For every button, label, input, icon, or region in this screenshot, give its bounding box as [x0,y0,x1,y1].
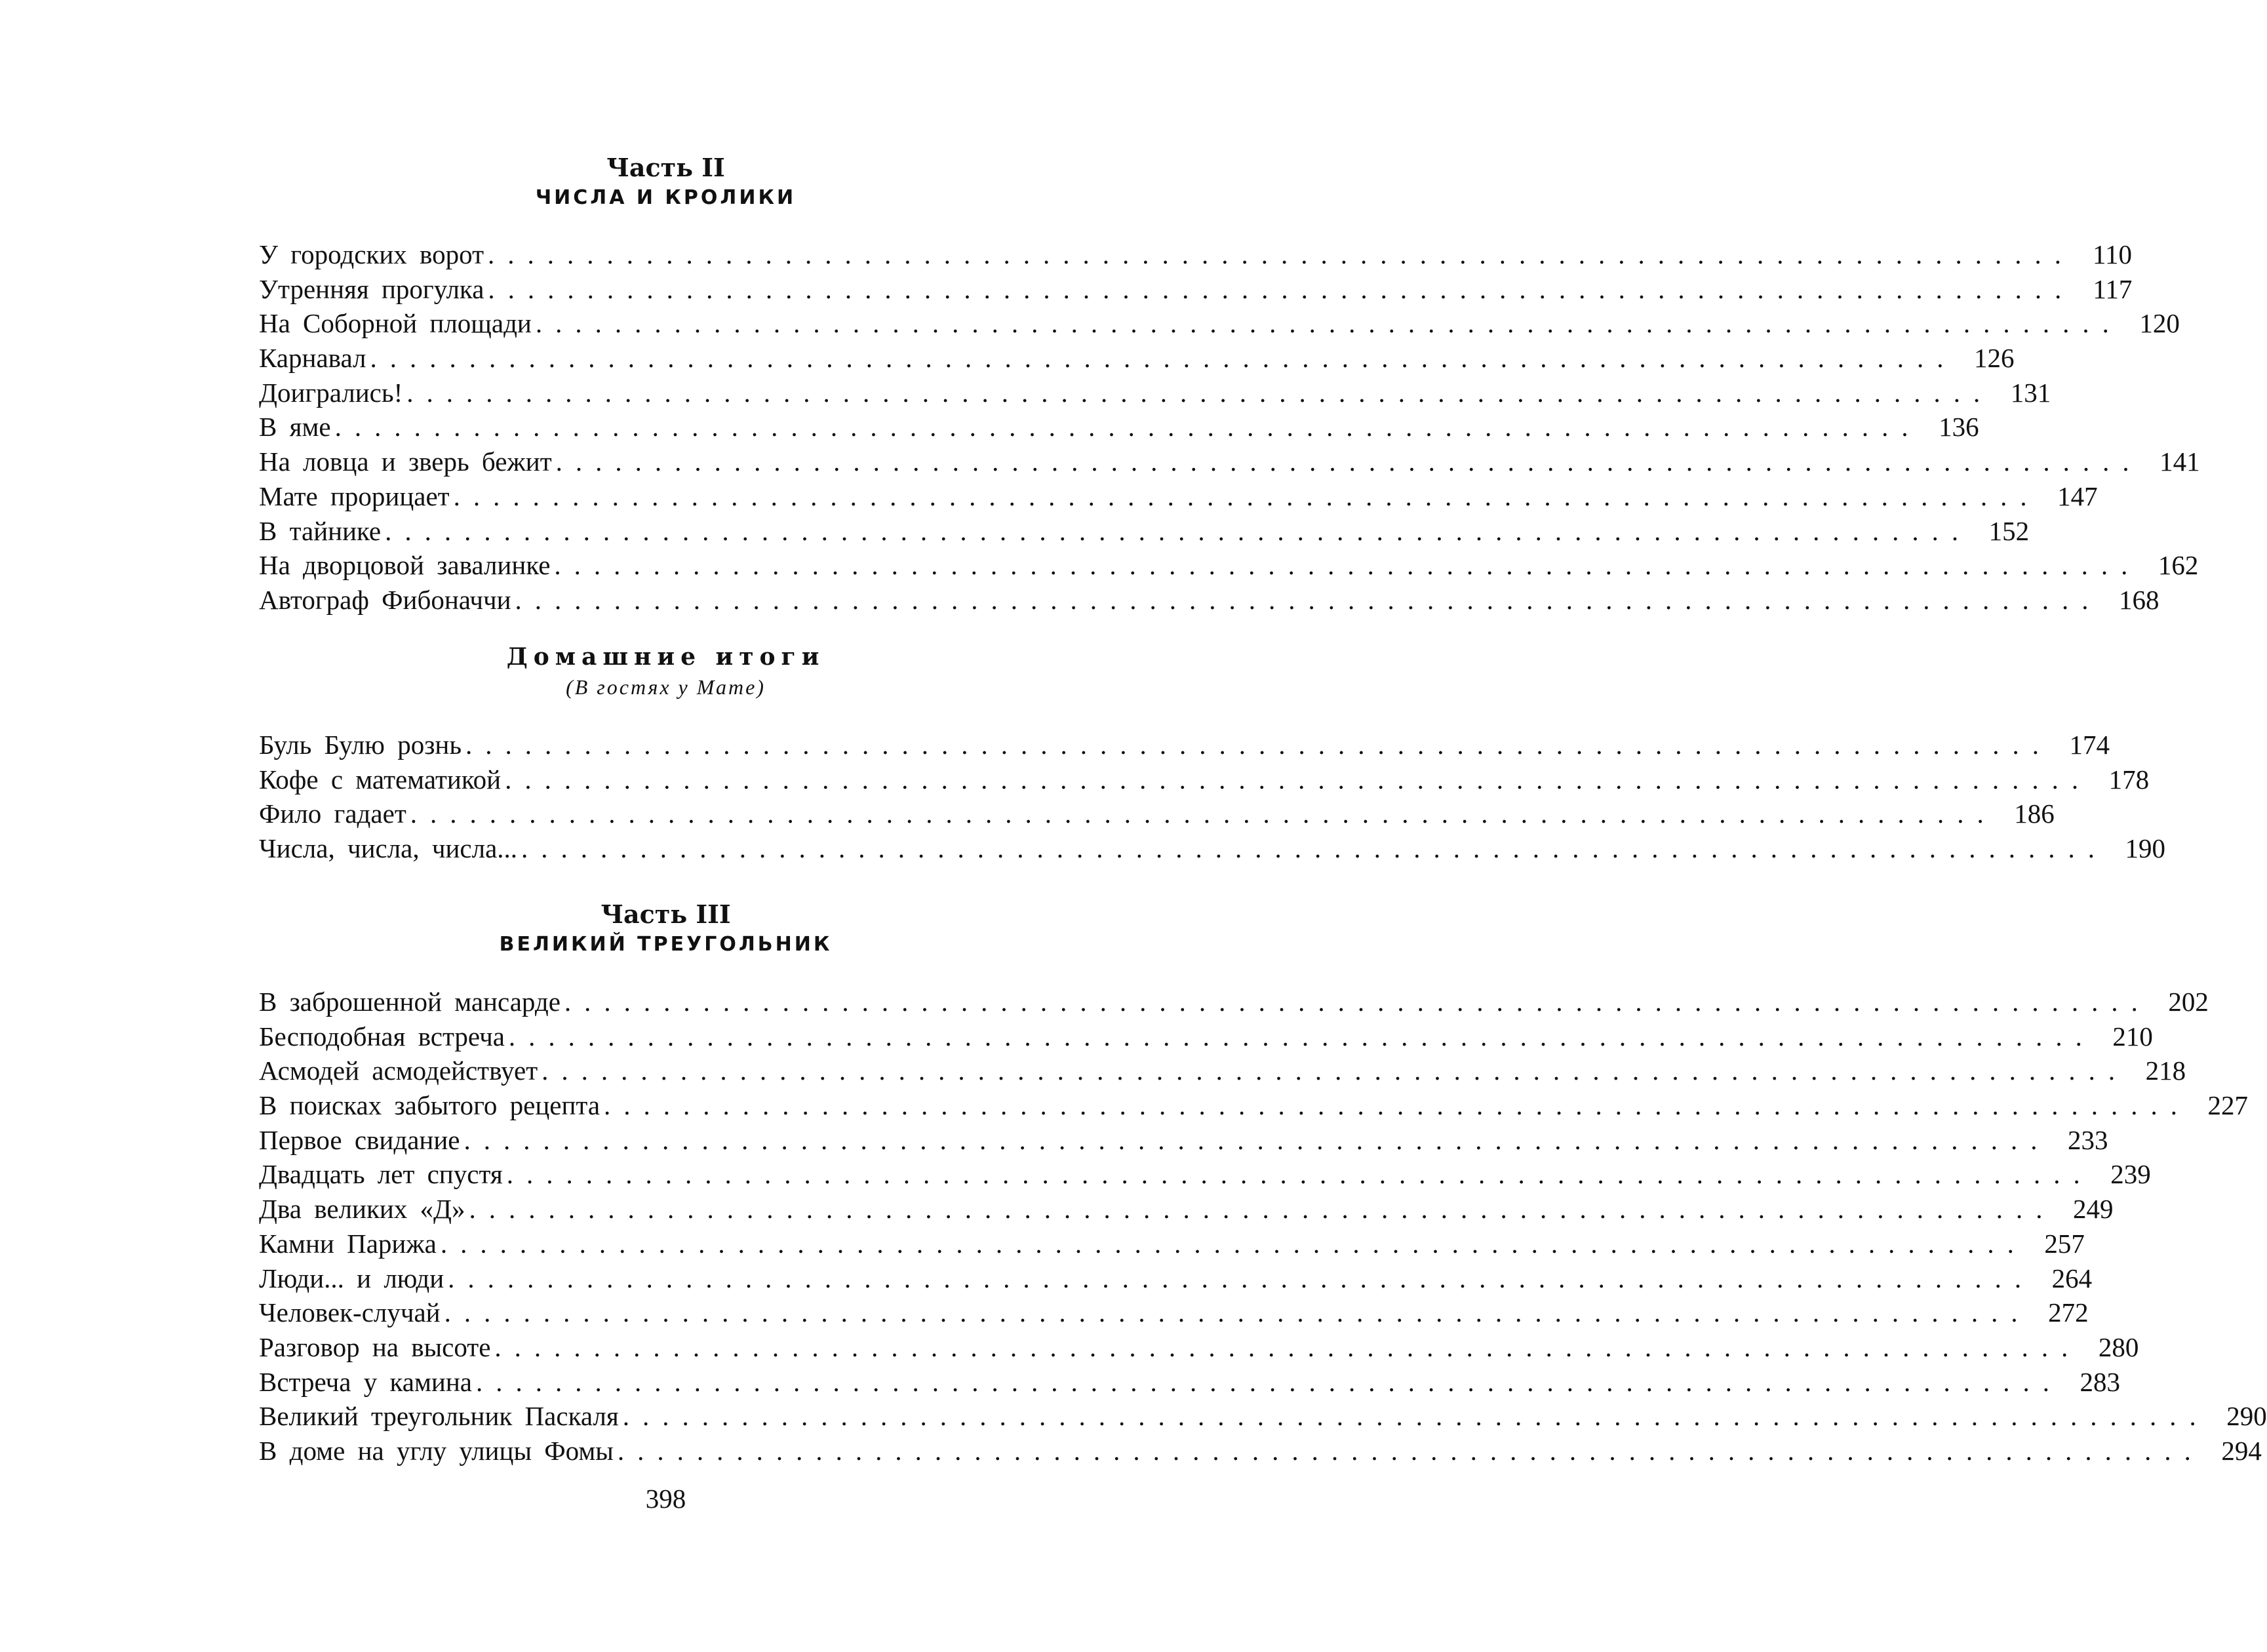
toc-entry [259,1330,2139,1365]
toc-leader: ................................................................................ [617,1435,2204,1466]
toc-entry-title: Люди... и люди [259,1263,444,1293]
toc-entry-page: 272 [2048,1297,2089,1328]
toc-leader: ................................................................................ [622,1401,2209,1432]
toc-entry-title: В тайнике [259,515,382,546]
toc-leader: ................................................................................ [515,584,2102,615]
toc-entry-title: Двадцать лет спустя [259,1159,503,1190]
toc-entry [259,796,2055,831]
toc-leader: ................................................................................ [521,833,2108,864]
toc-entry [259,1295,2089,1330]
toc-entry-page: 210 [2112,1021,2153,1052]
toc-entry [259,762,2150,797]
toc-leader: ................................................................................ [542,1055,2129,1086]
toc-leader: ................................................................................ [535,308,2122,339]
toc-entry-title: На ловца и зверь бежит [259,446,552,477]
toc-leader: ................................................................................ [410,798,1997,829]
toc-entry [259,985,2209,1019]
toc-entry-title: Кофе с математикой [259,764,502,795]
page-number: 398 [645,1484,686,1514]
toc-entry [259,1088,2249,1123]
toc-entry-page: 294 [2221,1435,2262,1466]
toc-entry-page: 141 [2159,446,2200,477]
toc-entry-page: 120 [2139,308,2180,339]
part2-toc [259,237,2200,618]
part3-title: ВЕЛИКИЙ ТРЕУГОЛЬНИК [499,933,833,956]
toc-entry-page: 131 [2010,377,2051,408]
part2-title: ЧИСЛА И КРОЛИКИ [535,186,797,209]
toc-entry-page: 162 [2158,550,2199,581]
toc-entry [259,1399,2267,1434]
part3-label: Часть III [601,899,731,929]
toc-entry-page: 239 [2110,1159,2151,1190]
toc-entry-page: 147 [2057,481,2098,511]
part2-heading [0,155,1331,210]
toc-leader: ................................................................................ [465,730,2053,760]
toc-entry-page: 257 [2044,1228,2085,1259]
toc-entry-title: Утренняя прогулка [259,273,484,304]
toc-entry [259,728,2110,762]
toc-entry [259,1157,2151,1192]
toc-leader: ................................................................................ [453,481,2040,511]
toc-entry [259,1227,2085,1261]
toc-leader: ................................................................................ [334,412,1922,442]
toc-entry-title: Первое свидание [259,1124,460,1155]
toc-entry-title: Карнавал [259,343,366,374]
toc-entry-page: 227 [2207,1090,2249,1121]
toc-entry-title: У городских ворот [259,239,484,269]
toc-leader: ................................................................................ [508,1021,2095,1052]
toc-entry-title: Камни Парижа [259,1228,437,1259]
toc-leader: ................................................................................ [604,1090,2191,1121]
toc-entry-page: 202 [2168,987,2209,1017]
toc-entry [259,514,2030,549]
toc-entry-title: Человек-случай [259,1297,441,1328]
toc-leader: ................................................................................ [555,446,2142,477]
toc-entry-page: 168 [2119,584,2159,615]
toc-entry-title: Два великих «Д» [259,1194,465,1225]
toc-entry [259,1019,2153,1054]
toc-entry-page: 174 [2069,730,2110,760]
toc-entry-title: В доме на углу улицы Фомы [259,1435,614,1466]
home-results-title: Домашние итоги [506,643,825,671]
toc-entry [259,272,2133,307]
toc-leader: ................................................................................ [370,343,1957,374]
toc-entry-page: 178 [2108,764,2150,795]
toc-leader: ................................................................................ [494,1331,2081,1362]
toc-entry [259,306,2180,341]
toc-entry-page: 186 [2014,798,2055,829]
toc-entry [259,1365,2120,1400]
toc-entry-title: Асмодей асмодействует [259,1055,538,1086]
toc-entry [259,410,1979,444]
toc-leader: ................................................................................ [554,550,2141,581]
home-results-toc [259,728,2166,866]
toc-entry-page: 190 [2125,833,2166,864]
toc-entry [259,831,2166,866]
toc-entry [259,341,2015,376]
toc-leader: ................................................................................ [469,1194,2056,1225]
toc-entry [259,237,2133,272]
toc-entry-title: Бесподобная встреча [259,1021,505,1052]
toc-entry-title: Числа, числа, числа... [259,833,518,864]
toc-entry-page: 136 [1939,412,1979,442]
toc-entry-page: 283 [2080,1366,2120,1397]
toc-entry-page: 117 [2093,273,2133,304]
toc-leader: ................................................................................ [448,1263,2035,1293]
toc-entry-title: Фило гадает [259,798,406,829]
toc-entry [259,1123,2108,1158]
toc-entry-title: Буль Булю рознь [259,730,462,760]
toc-entry [259,444,2200,479]
part2-label: Часть II [606,153,725,182]
toc-leader: ................................................................................ [440,1228,2027,1259]
toc-entry-title: Мате прорицает [259,481,450,511]
toc-leader: ................................................................................ [488,239,2075,269]
toc-entry [259,1434,2262,1468]
toc-leader: ................................................................................ [488,273,2075,304]
toc-leader: ................................................................................ [406,377,1994,408]
home-results-heading [0,644,1331,699]
toc-leader: ................................................................................ [385,515,1972,546]
part3-heading [0,901,1331,956]
toc-leader: ................................................................................ [463,1124,2051,1155]
toc-leader: ................................................................................ [505,764,2092,795]
toc-entry [259,1261,2093,1296]
toc-entry-page: 280 [2098,1331,2139,1362]
toc-entry-page: 290 [2226,1401,2267,1432]
toc-entry-title: В поисках забытого рецепта [259,1090,601,1121]
toc-entry [259,1053,2186,1088]
toc-leader: ................................................................................ [475,1366,2062,1397]
toc-entry-page: 264 [2051,1263,2093,1293]
toc-entry-title: Автограф Фибоначчи [259,584,511,615]
part3-toc [259,985,2267,1468]
toc-entry-page: 152 [1988,515,2030,546]
toc-entry-page: 249 [2073,1194,2114,1225]
toc-entry-title: Великий треугольник Паскаля [259,1401,619,1432]
toc-leader: ................................................................................ [506,1159,2093,1190]
toc-entry [259,583,2159,618]
toc-entry [259,479,2098,514]
toc-entry [259,1192,2114,1227]
toc-leader: ................................................................................ [444,1297,2031,1328]
toc-entry-title: Доигрались! [259,377,403,408]
toc-entry-title: Встреча у камина [259,1366,472,1397]
home-results-subtitle: (В гостях у Мате) [566,675,766,699]
toc-entry-title: В заброшенной мансарде [259,987,561,1017]
toc-entry-page: 126 [1973,343,2015,374]
toc-entry-title: На Соборной площади [259,308,532,339]
toc-entry-title: Разговор на высоте [259,1331,491,1362]
toc-entry [259,376,2051,410]
toc-entry-title: На дворцовой завалинке [259,550,551,581]
toc-leader: ................................................................................ [564,987,2151,1017]
toc-entry-page: 218 [2145,1055,2186,1086]
toc-entry-page: 233 [2067,1124,2108,1155]
toc-entry [259,548,2199,583]
toc-entry-page: 110 [2093,239,2133,269]
toc-entry-title: В яме [259,412,331,442]
